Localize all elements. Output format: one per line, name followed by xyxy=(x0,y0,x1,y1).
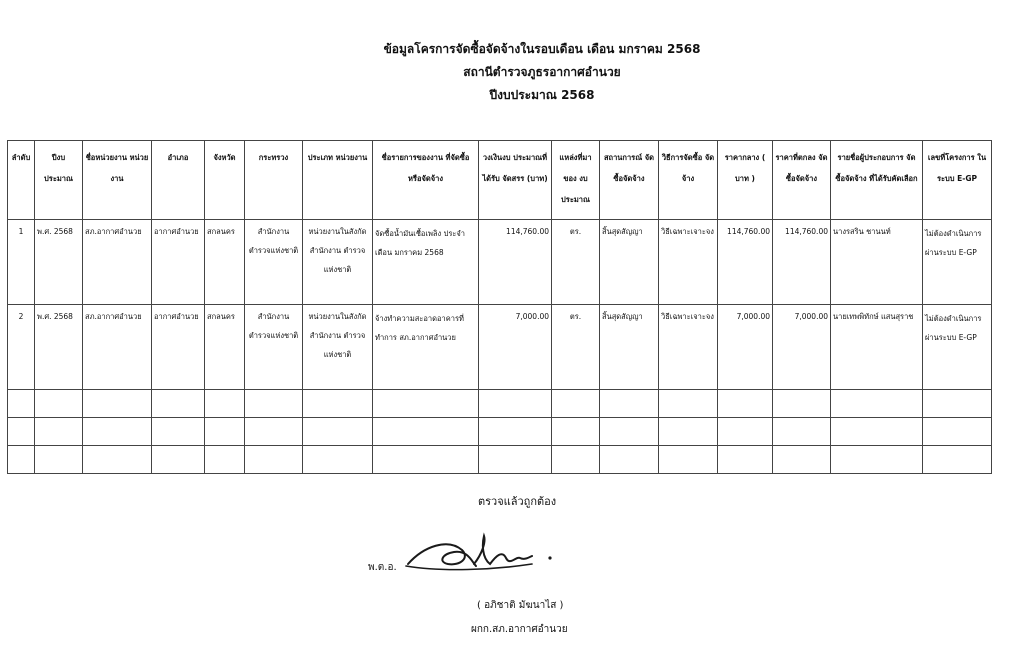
header-method: วิธีการจัดซื้อ จัดจ้าง xyxy=(659,141,718,220)
cell-source: ตร. xyxy=(552,220,600,305)
header-ministry: กระทรวง xyxy=(245,141,303,220)
table-row xyxy=(8,220,992,305)
cell-ministry: สำนักงาน ตำรวจแห่งชาติ xyxy=(245,220,303,305)
title-line-2: สถานีตำรวจภูธรอากาศอำนวย xyxy=(463,65,621,79)
cell-agreed-price: 7,000.00 xyxy=(773,305,831,390)
cell-budget: 7,000.00 xyxy=(479,305,552,390)
cell-ministry: สำนักงาน ตำรวจแห่งชาติ xyxy=(245,305,303,390)
table-row xyxy=(8,305,992,390)
header-status: สถานการณ์ จัดซื้อจัดจ้าง xyxy=(600,141,659,220)
certification-text: ตรวจแล้วถูกต้อง xyxy=(478,495,557,508)
signer-position: ผกก.สภ.อากาศอำนวย xyxy=(471,624,568,635)
cell-province: สกลนคร xyxy=(205,305,245,390)
header-district: อำเภอ xyxy=(152,141,205,220)
empty-row xyxy=(8,418,992,446)
cell-province: สกลนคร xyxy=(205,220,245,305)
cell-agency-type: หน่วยงานในสังกัด สำนักงาน ตำรวจแห่งชาติ xyxy=(303,305,373,390)
cell-budget: 114,760.00 xyxy=(479,220,552,305)
empty-row xyxy=(8,390,992,418)
header-source: แหล่งที่มา ของ งบประมาณ xyxy=(552,141,600,220)
cell-project: จ้างทำความสะอาดอาคารที่ ทำการ สภ.อากาศอำนวย xyxy=(373,305,479,390)
header-province: จังหวัด xyxy=(205,141,245,220)
header-no: ลำดับ xyxy=(8,141,35,220)
cell-egp: ไม่ต้องดำเนินการ ผ่านระบบ E-GP xyxy=(923,305,992,390)
title-line-1: ข้อมูลโครการจัดซื้อจัดจ้างในรอบเดือน เดือน มกราคม 2568 xyxy=(383,42,701,56)
cell-agreed-price: 114,760.00 xyxy=(773,220,831,305)
procurement-table xyxy=(7,140,992,474)
cell-district: อากาศอำนวย xyxy=(152,220,205,305)
signature-image xyxy=(402,528,602,578)
cell-agency-type: หน่วยงานในสังกัด สำนักงาน ตำรวจแห่งชาติ xyxy=(303,220,373,305)
cell-agency: สภ.อากาศอำนวย xyxy=(83,305,152,390)
signer-rank: พ.ต.อ. xyxy=(368,562,397,573)
cell-median-price: 114,760.00 xyxy=(718,220,773,305)
table-header-row xyxy=(8,141,992,220)
cell-year: พ.ศ. 2568 xyxy=(35,305,83,390)
header-year: ปีงบ ประมาณ xyxy=(35,141,83,220)
cell-median-price: 7,000.00 xyxy=(718,305,773,390)
cell-method: วิธีเฉพาะเจาะจง xyxy=(659,220,718,305)
header-agreed-price: ราคาที่ตกลง จัดซื้อจัดจ้าง xyxy=(773,141,831,220)
cell-agency: สภ.อากาศอำนวย xyxy=(83,220,152,305)
header-agency: ชื่อหน่วยงาน หน่วยงาน xyxy=(83,141,152,220)
title-line-3: ปีงบประมาณ 2568 xyxy=(489,88,595,102)
header-median-price: ราคากลาง ( บาท ) xyxy=(718,141,773,220)
cell-no: 2 xyxy=(8,305,35,390)
cell-district: อากาศอำนวย xyxy=(152,305,205,390)
signer-name: ( อภิชาติ มัฆนาไส ) xyxy=(477,600,564,611)
cell-vendor: นายเทพพิทักษ์ แสนสุราช xyxy=(831,305,923,390)
cell-egp: ไม่ต้องดำเนินการ ผ่านระบบ E-GP xyxy=(923,220,992,305)
cell-project: จัดซื้อน้ำมันเชื้อเพลิง ประจำเดือน มกราคม 2568 xyxy=(373,220,479,305)
header-budget: วงเงินงบ ประมาณที่ได้รับ จัดสรร (บาท) xyxy=(479,141,552,220)
cell-year: พ.ศ. 2568 xyxy=(35,220,83,305)
header-vendor: รายชื่อผู้ประกอบการ จัดซื้อจัดจ้าง ที่ได้รับคัดเลือก xyxy=(831,141,923,220)
document-titles xyxy=(0,38,1024,107)
cell-vendor: นางรสริน ชานนท์ xyxy=(831,220,923,305)
cell-status: สิ้นสุดสัญญา xyxy=(600,305,659,390)
cell-status: สิ้นสุดสัญญา xyxy=(600,220,659,305)
header-project: ชื่อรายการของงาน ที่จัดซื้อหรือจัดจ้าง xyxy=(373,141,479,220)
cell-no: 1 xyxy=(8,220,35,305)
cell-method: วิธีเฉพาะเจาะจง xyxy=(659,305,718,390)
cell-source: ตร. xyxy=(552,305,600,390)
empty-row xyxy=(8,446,992,474)
header-egp: เลขที่โครงการ ในระบบ E-GP xyxy=(923,141,992,220)
header-agency-type: ประเภท หน่วยงาน xyxy=(303,141,373,220)
